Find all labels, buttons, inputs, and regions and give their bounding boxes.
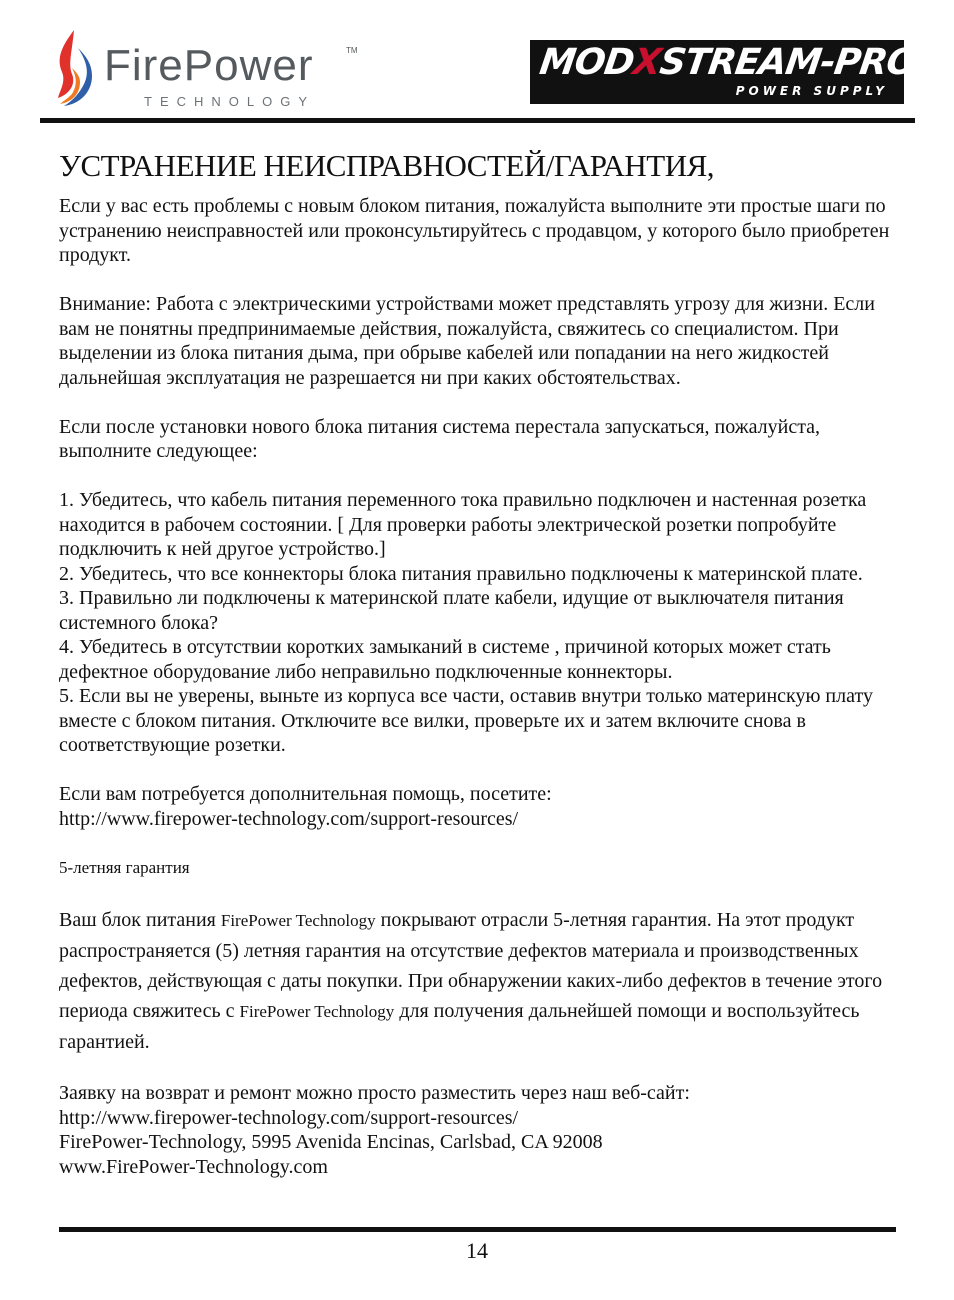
spacer [59,464,899,489]
return-line: Заявку на возврат и ремонт можно просто разместить через наш веб-сайт: [59,1082,690,1104]
help-url[interactable]: http://www.firepower-technology.com/support-resources/ [59,807,519,830]
warning-paragraph: Внимание: Работа с электрическими устройствами может представлять угрозу для жизни. Если вам не понятны предпринимаемые действия, пожалуйста, свяжитесь со специалистом. При выделении из блока питания дыма, при обрыве кабелей или попадании на него жидкостей дальнейшая эксплуатация не разрешается ни при каких обстоятельствах. [59,293,875,389]
wordmark-stream-pro: STREAM-PRO [657,42,920,83]
company-address: FirePower-Technology, 5995 Avenida Encinas, Carlsbad, CA 92008 [59,1131,603,1153]
spacer [59,880,899,905]
wordmark-mod: MOD [537,42,637,83]
step-item: 4. Убедитесь в отсутствии коротких замыканий в системе , причиной которых может стать дефектное оборудование либо неправильно подключенные коннекторы. [59,636,831,683]
header-divider [40,118,915,123]
modxstream-wordmark [537,43,919,83]
warranty-brand: FirePower Technology [220,910,376,930]
footer-divider [59,1227,896,1232]
spacer [59,831,899,856]
intro-paragraph: Если у вас есть проблемы с новым блоком питания, пожалуйста выполните эти простые шаги по устранению неисправностей или проконсультируйтесь с продавцом, у которого было приобретен продукт. [59,195,890,266]
step-item: 3. Правильно ли подключены к материнской плате кабели, идущие от выключателя питания системного блока? [59,587,844,634]
spacer [59,758,899,783]
flame-icon [52,28,94,108]
warranty-text: Ваш блок питания [59,908,221,931]
step-item: 2. Убедитесь, что все коннекторы блока питания правильно подключены к материнской плате. [59,562,863,585]
firepower-wordmark: FirePower [104,41,314,90]
page-header [40,22,920,122]
firepower-logo [52,28,372,112]
page-number: 14 [466,1238,488,1263]
wordmark-x: X [630,42,664,83]
spacer [59,390,899,415]
technology-subtitle: TECHNOLOGY [144,94,316,109]
warranty-text: покрывают отрасли 5-летняя гарантия. На этот продукт распространяется (5) летняя гарантия на отсутствие дефектов материала и производственных дефектов, действующая с даты покупки. При обнаружении каких-либо дефектов в течение этого периода свяжитесь с [59,908,883,1022]
trademark-mark: TM [346,46,358,55]
spacer [59,1057,899,1082]
power-supply-subtitle: POWER SUPPLY [735,84,888,98]
warranty-text: для получения дальнейшей помощи и воспользуйтесь гарантией. [59,999,860,1053]
page-content [59,148,899,1179]
steps-intro: Если после установки нового блока питания система перестала запускаться, пожалуйста, выполните следующее: [59,415,821,462]
warranty-paragraph [59,905,899,1057]
help-line: Если вам потребуется дополнительная помощь, посетите: [59,783,552,805]
step-item: 5. Если вы не уверены, выньте из корпуса все части, оставив внутри только материнскую плату вместе с блоком питания. Отключите все вилки, проверьте их и затем включите снова в соответствующие розетки. [59,685,873,756]
company-website[interactable]: www.FirePower-Technology.com [59,1155,328,1178]
step-item: 1. Убедитесь, что кабель питания переменного тока правильно подключен и настенная розетка находится в рабочем состоянии. [ Для проверки работы электрической розетки попробуйте подключить к ней другое устройство.] [59,489,867,560]
warranty-heading: 5-летняя гарантия [59,857,190,877]
modxstream-pro-logo [530,40,920,104]
return-url[interactable]: http://www.firepower-technology.com/support-resources/ [59,1106,519,1129]
warranty-brand: FirePower Technology [239,1001,395,1021]
page-title: УСТРАНЕНИЕ НЕИСПРАВНОСТЕЙ/ГАРАНТИЯ, [59,148,715,183]
spacer [59,268,899,293]
